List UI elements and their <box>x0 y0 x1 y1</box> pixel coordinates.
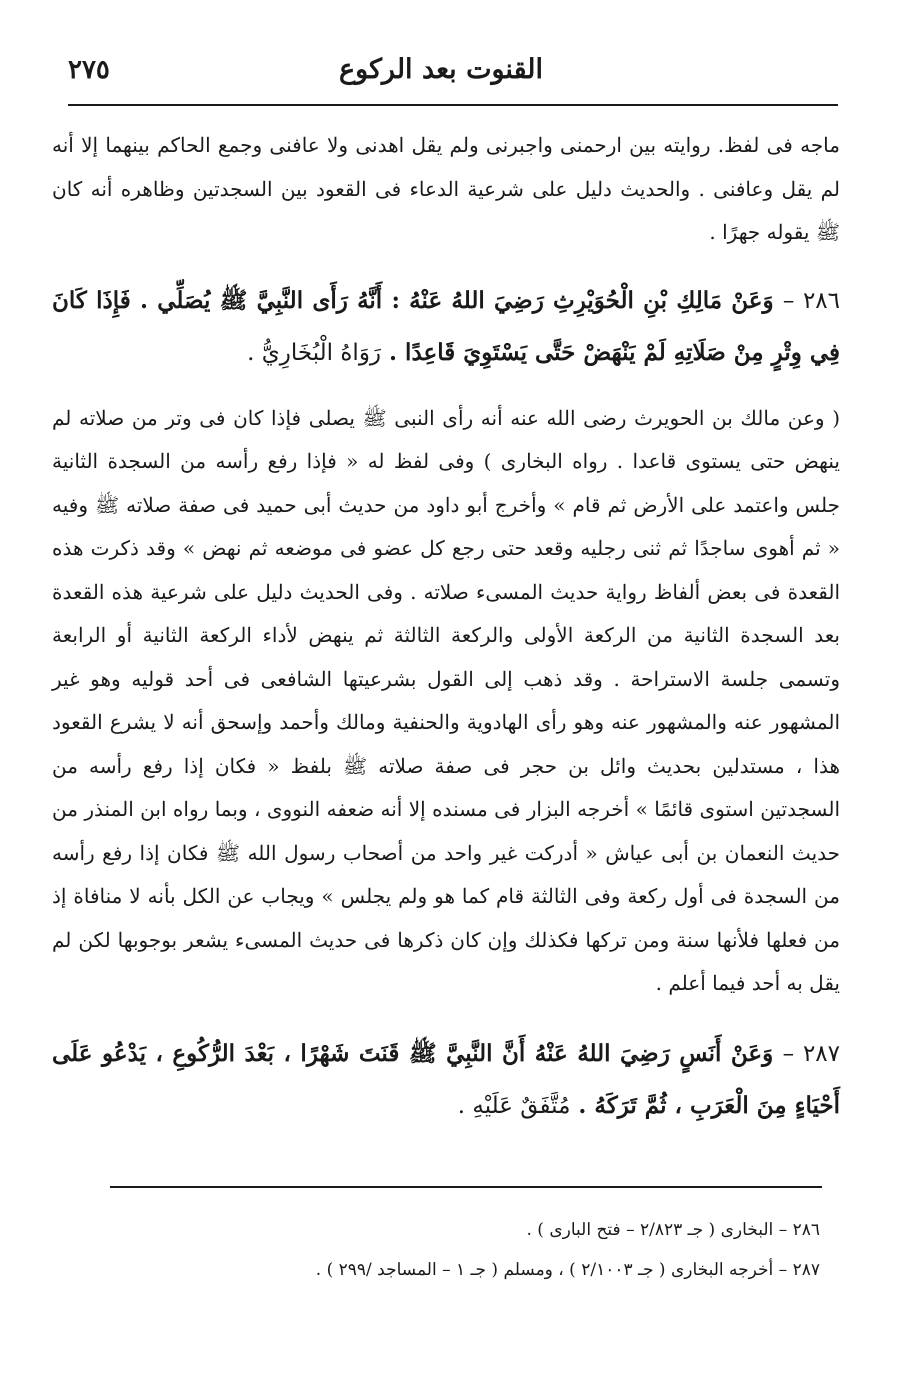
footnote-divider <box>110 1186 822 1188</box>
hadith-286-source: رَوَاهُ الْبُخَارِيُّ . <box>247 339 382 366</box>
page-number: ٢٧٥ <box>68 55 110 85</box>
footnotes <box>60 1210 820 1290</box>
continuation-paragraph: ماجه فى لفظ. روايته بين ارحمنى واجبرنى ولم يقل اهدنى ولا عافنى وجمع الحاكم بينهما إلا أنه لم يقل وعافنى . والحديث دليل على شرعية الدعاء فى القعود بين السجدتين وظاهره أنه كان ﷺ يقوله جهرًا . <box>52 133 840 244</box>
header-divider <box>68 104 838 106</box>
running-title: القنوت بعد الركوع <box>339 54 543 85</box>
hadith-287-number: ٢٨٧ – <box>782 1040 841 1067</box>
commentary-286: ( وعن مالك بن الحويرث رضى الله عنه أنه رأى النبى ﷺ يصلى فإذا كان فى وتر من صلاته لم ينهض حتى يستوى قاعدا . رواه البخارى ) وفى لفظ له « فإذا رفع رأسه من السجدة الثانية جلس واعتمد على الأرض ثم قام » وأخرج أبو داود من حديث أبى حميد فى صفة صلاته ﷺ وفيه « ثم أهوى ساجدًا ثم ثنى رجليه وقعد حتى رجع كل عضو فى موضعه ثم نهض » وقد ذكرت هذه القعدة فى بعض ألفاظ رواية حديث المسىء صلاته . وفى الحديث دليل على شرعية هذه القعدة بعد السجدة الثانية من الركعة الأولى والركعة الثالثة ثم ينهض لأداء الركعة الثانية أو الرابعة وتسمى جلسة الاستراحة . وقد ذهب إلى القول بشرعيتها الشافعى فى أحد قوليه وهو غير المشهور عنه والمشهور عنه وهو رأى الهادوية والحنفية ومالك وأحمد وإسحق أنه لا يشرع القعود هذا ، مستدلين بحديث وائل بن حجر فى صفة صلاته ﷺ بلفظ « فكان إذا رفع رأسه من السجدتين استوى قائمًا » أخرجه البزار فى مسنده إلا أنه ضعفه النووى ، وبما رواه ابن المنذر من حديث النعمان بن أبى عياش « أدركت غير واحد من أصحاب رسول الله ﷺ فكان إذا رفع رأسه من السجدة فى أول ركعة وفى الثالثة قام كما هو ولم يجلس » ويجاب عن الكل بأنه لا منافاة إذ من فعلها فلأنها سنة ومن تركها فكذلك وإن كان ذكرها فى حديث المسىء يشعر بوجوبها لكن لم يقل به أحد فيما أعلم . <box>52 405 841 995</box>
main-text <box>52 124 840 1150</box>
footnote-286: ٢٨٦ – البخارى ( جـ ٢/٨٢٣ – فتح البارى ) . <box>526 1220 820 1240</box>
hadith-287 <box>52 1028 840 1132</box>
hadith-286-text: وَعَنْ مَالِكِ بْنِ الْحُوَيْرِثِ رَضِيَ اللهُ عَنْهُ : أَنَّهُ رَأَى النَّبِيَّ ﷺ يُصَلِّي . فَإِذَا كَانَ فِي وِتْرٍ مِنْ صَلَاتِهِ لَمْ يَنْهَضْ حَتَّى يَسْتَوِيَ قَاعِدًا . <box>52 286 840 366</box>
hadith-287-source: مُتَّفَقٌ عَلَيْهِ . <box>457 1092 571 1119</box>
page-header <box>62 48 820 92</box>
hadith-286 <box>52 275 840 379</box>
hadith-287-text: وَعَنْ أَنَسٍ رَضِيَ اللهُ عَنْهُ أَنَّ النَّبِيَّ ﷺ قَنَتَ شَهْرًا ، بَعْدَ الرُّكُوعِ ، يَدْعُو عَلَى أَحْيَاءٍ مِنَ الْعَرَبِ ، ثُمَّ تَرَكَهُ . <box>52 1039 840 1119</box>
footnote-287: ٢٨٧ – أخرجه البخارى ( جـ ٢/١٠٠٣ ) ، ومسلم ( جـ ١ – المساجد /٢٩٩ ) . <box>315 1260 820 1280</box>
hadith-286-number: ٢٨٦ – <box>782 287 841 314</box>
